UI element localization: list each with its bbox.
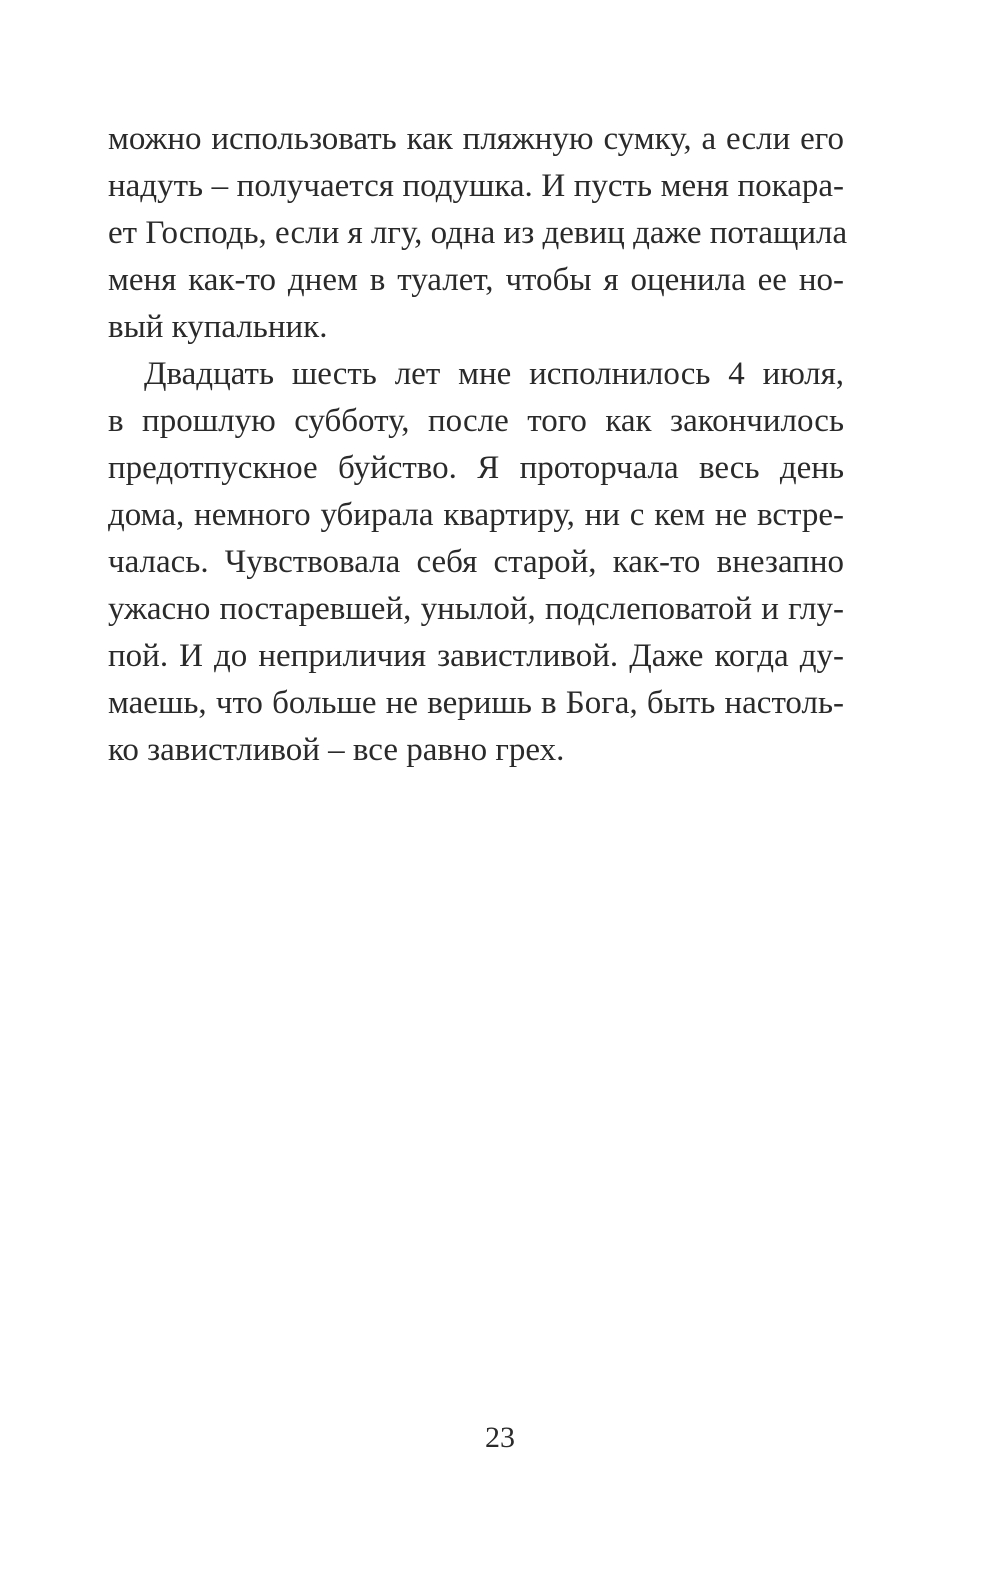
text-line: надуть – получается подушка. И пусть меня покара-: [108, 168, 844, 204]
text-line: ет Господь, если я лгу, одна из девиц даже потащила: [108, 215, 848, 251]
text-line: меня как-то днем в туалет, чтобы я оценила ее но-: [108, 262, 844, 298]
text-line: чалась. Чувствовала себя старой, как-то внезапно: [108, 544, 844, 580]
text-line: Двадцать шесть лет мне исполнилось 4 июля,: [144, 356, 844, 392]
text-line: можно использовать как пляжную сумку, а если его: [108, 121, 844, 157]
text-line: предотпускное буйство. Я проторчала весь день: [108, 450, 844, 486]
page-number: 23: [485, 1421, 515, 1454]
text-line: маешь, что больше не веришь в Бога, быть настоль-: [108, 685, 844, 721]
text-line: пой. И до неприличия завистливой. Даже когда ду-: [108, 638, 844, 674]
text-line: в прошлую субботу, после того как закончилось: [108, 403, 844, 439]
paragraph-2: [108, 351, 844, 774]
text-line: дома, немного убирала квартиру, ни с кем не встре-: [108, 497, 844, 533]
text-line: ко завистливой – все равно грех.: [108, 732, 565, 768]
text-line: вый купальник.: [108, 309, 328, 345]
body-text: [108, 116, 848, 774]
paragraph-1: [108, 116, 848, 351]
text-line: ужасно постаревшей, унылой, подслеповатой и глу-: [108, 591, 844, 627]
